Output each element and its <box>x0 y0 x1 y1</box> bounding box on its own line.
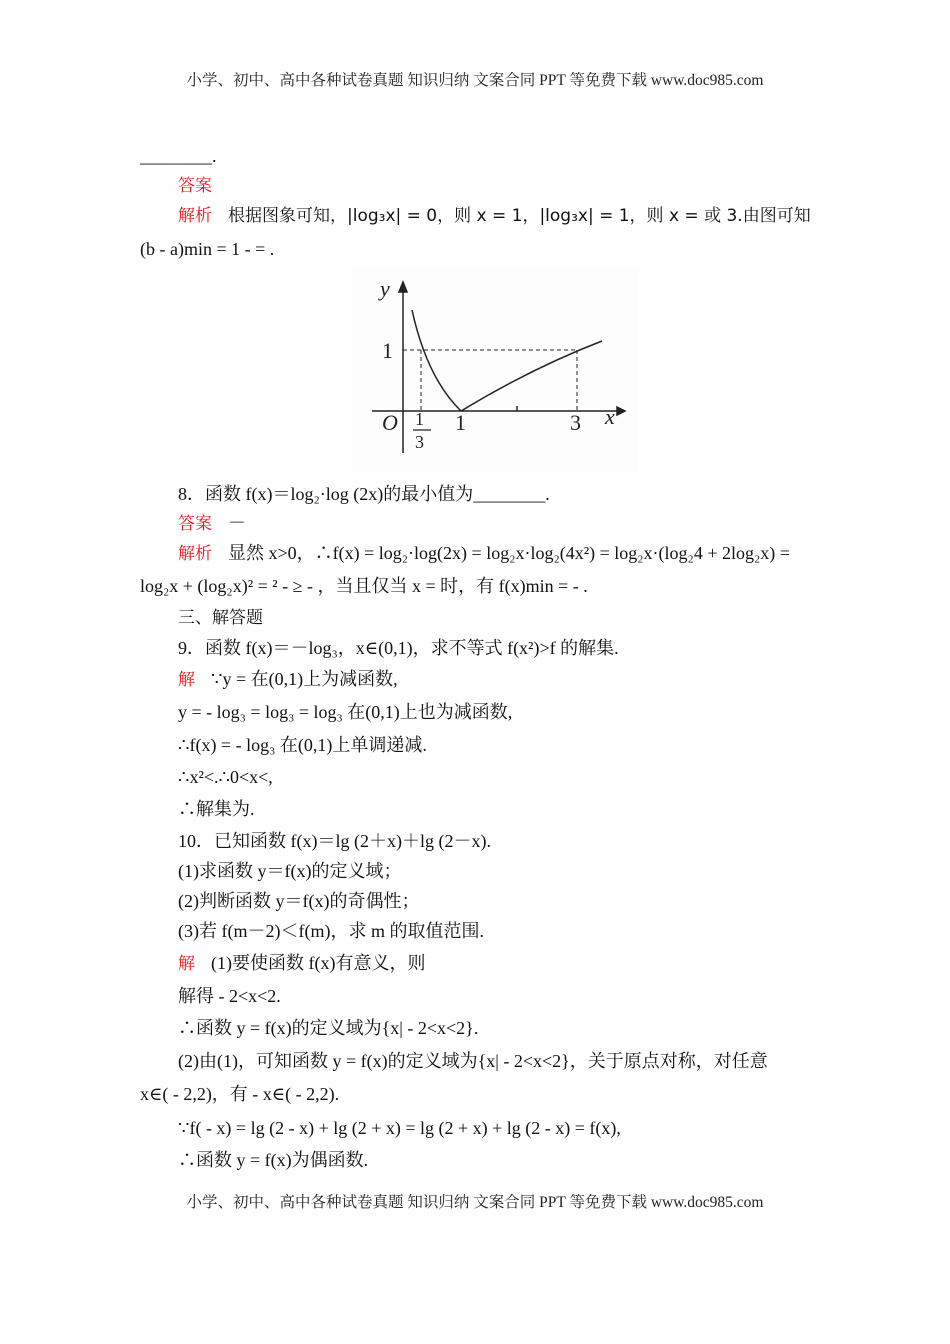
q10-line: 解得 - 2<x<2. <box>178 986 281 1006</box>
q9-line: ∴f(x) = - log₃ 在(0,1)上单调递减. <box>178 735 427 755</box>
analysis-label: 解析 <box>178 206 212 226</box>
q7-analysis-2: (b - a)min = 1 - = . <box>140 239 275 259</box>
q10-question: 10．已知函数 f(x)＝lg (2＋x)＋lg (2－x). <box>178 831 491 851</box>
svg-text:y: y <box>380 276 390 301</box>
q8-question: 8．函数 f(x)＝log₂·log (2x)的最小值为________. <box>178 484 550 504</box>
svg-text:3: 3 <box>570 410 581 435</box>
q9-line: y = - log₃ = log₃ = log₃ 在(0,1)上也为减函数, <box>178 702 513 722</box>
answer-label: 答案 <box>178 176 212 196</box>
q9-line: ∴解集为. <box>178 799 255 819</box>
q9-question: 9．函数 f(x)＝－log₃，x∈(0,1)，求不等式 f(x²)>f 的解集. <box>178 638 619 658</box>
q10-part: (2)判断函数 y＝f(x)的奇偶性； <box>178 891 420 911</box>
svg-text:1: 1 <box>382 338 393 363</box>
q10-part: (3)若 f(m－2)＜f(m)，求 m 的取值范围. <box>178 921 484 941</box>
graph-svg <box>352 268 638 472</box>
svg-text:1: 1 <box>415 409 424 429</box>
svg-text:3: 3 <box>415 432 424 452</box>
svg-text:x: x <box>605 404 615 429</box>
q7-analysis: 解析 根据图象可知，|log₃x| = 0，则 x = 1，|log₃x| = 1，则 x = 或 3.由图可知 <box>178 206 811 226</box>
svg-text:O: O <box>382 410 398 435</box>
q7-answer <box>140 173 858 198</box>
q10-line: ∴函数 y = f(x)的定义域为{x| - 2<x<2}. <box>178 1018 479 1038</box>
log-abs-graph <box>352 268 638 472</box>
q8-analysis: 解析 显然 x>0，∴f(x) = log₂·log(2x) = log₂x·log₂(4x²) = log₂x·(log₂4 + 2log₂x) = <box>178 543 790 564</box>
q10-line: ∵f( - x) = lg (2 - x) + lg (2 + x) = lg (2 + x) + lg (2 - x) = f(x), <box>178 1118 621 1138</box>
q8-answer: 答案 － <box>178 513 246 534</box>
page-footer: 小学、初中、高中各种试卷真题 知识归纳 文案合同 PPT 等免费下载 www.doc985.com <box>186 1194 764 1211</box>
q10-line: (2)由(1)，可知函数 y = f(x)的定义域为{x| - 2<x<2}，关于原点对称，对任意 <box>178 1051 768 1071</box>
q9-solution: 解 ∵y = 在(0,1)上为减函数, <box>178 669 398 690</box>
q7-blank: ________. <box>140 146 217 166</box>
q8-analysis-2: log₂x + (log₂x)² = ² - ≥ - ，当且仅当 x = 时，有 f(x)min = - . <box>140 576 588 596</box>
page-header: 小学、初中、高中各种试卷真题 知识归纳 文案合同 PPT 等免费下载 www.doc985.com <box>186 72 764 89</box>
q10-solution: 解 (1)要使函数 f(x)有意义，则 <box>178 953 426 974</box>
q10-line: ∴函数 y = f(x)为偶函数. <box>178 1150 369 1170</box>
q10-part: (1)求函数 y＝f(x)的定义域； <box>178 861 402 881</box>
svg-text:1: 1 <box>455 410 466 435</box>
section-title: 三、解答题 <box>178 608 263 628</box>
q9-line: ∴x²<.∴0<x<, <box>178 767 273 787</box>
q10-line: x∈( - 2,2)，有 - x∈( - 2,2). <box>140 1084 340 1104</box>
